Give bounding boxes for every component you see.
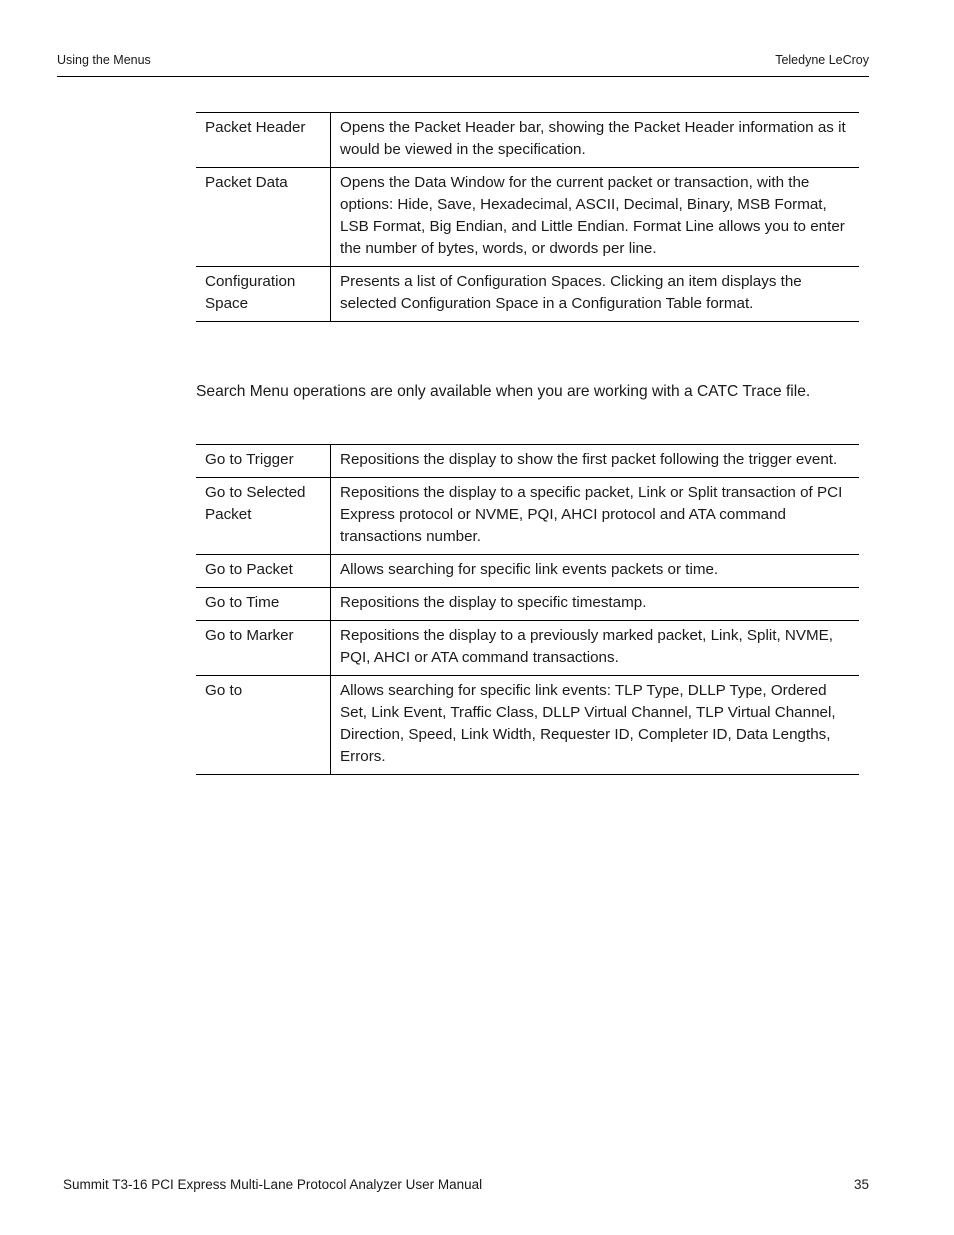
menu-item-description: Opens the Packet Header bar, showing the Packet Header information as it would be viewed in the specification. xyxy=(331,113,860,168)
menu-item-description: Allows searching for specific link events: TLP Type, DLLP Type, Ordered Set, Link Event, Traffic Class, DLLP Virtual Channel, TLP Virtual Channel, Direction, Speed, Link Width, Requester ID, Completer ID, Data Lengths, Errors. xyxy=(331,676,860,775)
menu-item-description: Opens the Data Window for the current packet or transaction, with the options: Hide, Save, Hexadecimal, ASCII, Decimal, Binary, MSB Format, LSB Format, Big Endian, and Little Endian. Format Line allows you to enter the number of bytes, words, or dwords per line. xyxy=(331,168,860,267)
menu-item-description: Allows searching for specific link events packets or time. xyxy=(331,555,860,588)
menu-item-name: Go to Selected Packet xyxy=(196,478,331,555)
footer-manual-title: Summit T3-16 PCI Express Multi-Lane Protocol Analyzer User Manual xyxy=(63,1177,483,1192)
view-menu-table xyxy=(196,112,859,322)
table-row xyxy=(196,113,859,168)
menu-item-description: Presents a list of Configuration Spaces. Clicking an item displays the selected Configuration Space in a Configuration Table format. xyxy=(331,267,860,322)
table-row xyxy=(196,445,859,478)
menu-item-description: Repositions the display to a specific packet, Link or Split transaction of PCI Express protocol or NVME, PQI, AHCI protocol and ATA command transactions number. xyxy=(331,478,860,555)
header-company-name: Teledyne LeCroy xyxy=(775,53,869,67)
page-header xyxy=(57,52,869,77)
menu-item-name: Go to Trigger xyxy=(196,445,331,478)
table-row xyxy=(196,478,859,555)
menu-item-name: Packet Data xyxy=(196,168,331,267)
menu-item-name: Go to xyxy=(196,676,331,775)
table-row xyxy=(196,621,859,676)
menu-item-name: Go to Time xyxy=(196,588,331,621)
menu-item-description: Repositions the display to specific timestamp. xyxy=(331,588,860,621)
menu-item-name: Go to Packet xyxy=(196,555,331,588)
table-row xyxy=(196,555,859,588)
menu-item-name: Packet Header xyxy=(196,113,331,168)
search-menu-table xyxy=(196,444,859,775)
menu-item-description: Repositions the display to a previously marked packet, Link, Split, NVME, PQI, AHCI or ATA command transactions. xyxy=(331,621,860,676)
menu-item-description: Repositions the display to show the first packet following the trigger event. xyxy=(331,445,860,478)
table-row xyxy=(196,676,859,775)
table-row xyxy=(196,588,859,621)
search-menu-intro-text: Search Menu operations are only available when you are working with a CATC Trace file. xyxy=(196,383,811,400)
header-section-title: Using the Menus xyxy=(57,53,151,67)
table-row xyxy=(196,267,859,322)
menu-item-name: Go to Marker xyxy=(196,621,331,676)
page-number: 35 xyxy=(853,1177,869,1192)
menu-item-name: Configuration Space xyxy=(196,267,331,322)
table-row xyxy=(196,168,859,267)
